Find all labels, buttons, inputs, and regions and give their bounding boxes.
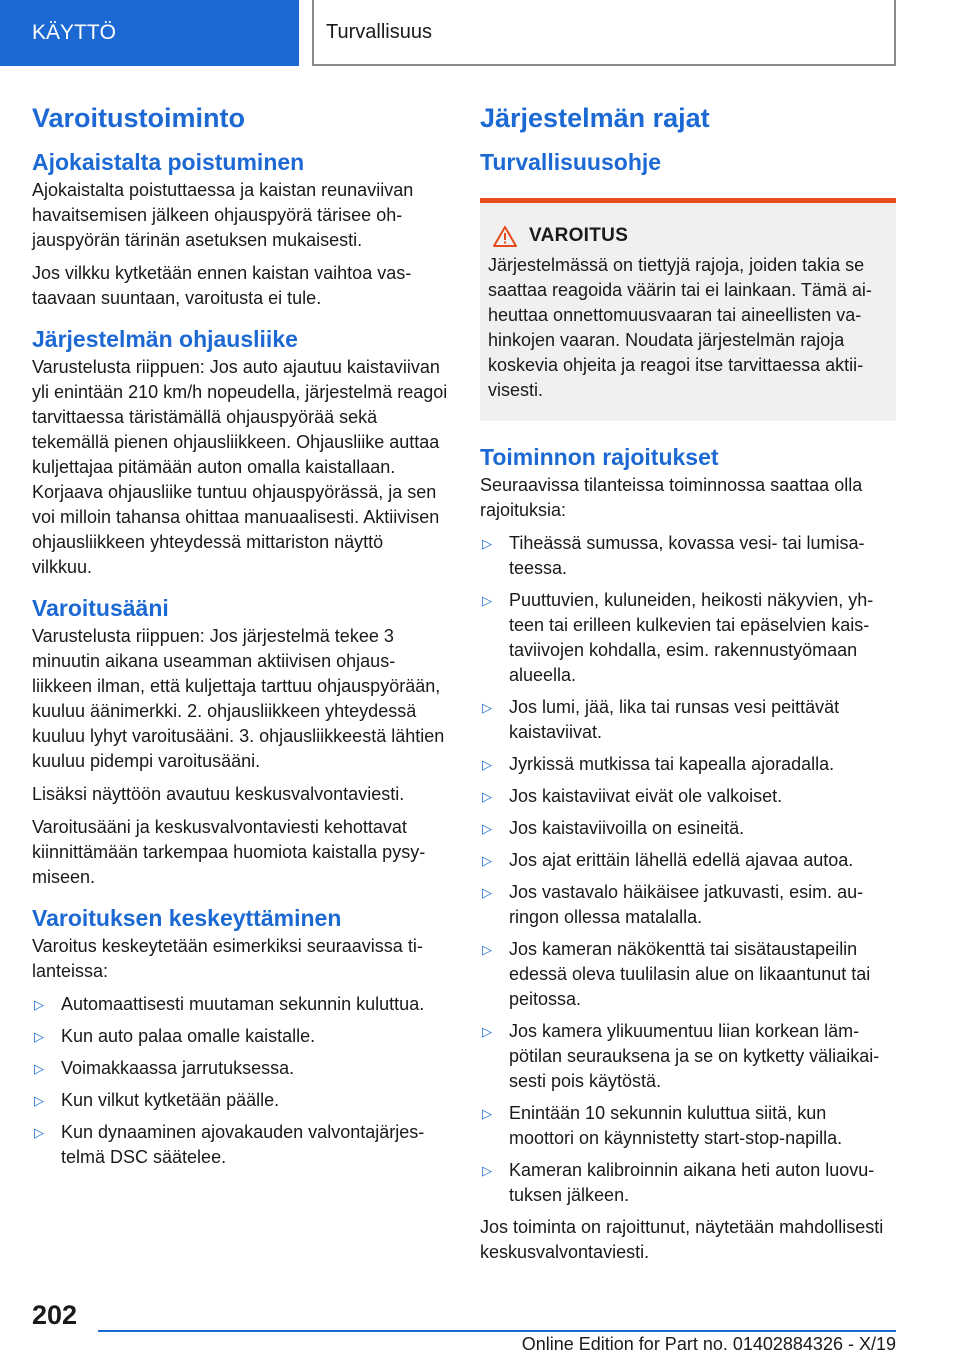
section-heading-warning-sound: Varoitusääni (32, 595, 169, 621)
list-item: ▷ Jos ajat erittäin lähellä edellä ajavaa autoa. (480, 848, 896, 873)
triangle-bullet-icon: ▷ (482, 1163, 492, 1178)
page-title-right: Järjestelmän rajat (480, 103, 710, 133)
edition-footer: Online Edition for Part no. 01402884326 - X/19 (521, 1334, 896, 1354)
list-item: ▷ Enintään 10 sekunnin kuluttua siitä, kun moottori on käynnistetty start-stop-napilla. (482, 1103, 843, 1148)
section-heading-steering: Järjestelmän ohjausliike (32, 326, 298, 352)
section-heading-limits: Toiminnon rajoitukset (480, 444, 719, 470)
section-heading-interruption: Varoituksen keskeyttäminen (32, 905, 342, 931)
paragraph: Varoitus keskeytetään esimerkiksi seuraavissa tilanteissa: (32, 936, 423, 981)
paragraph: Varoitusääni ja keskusvalvontaviesti kehottavat kiinnittämään tarkempaa huomiota kaistalla pysymiseen. (32, 817, 426, 887)
page-title: Varoitustoiminto (32, 103, 246, 133)
list-item: ▷ Voimakkaassa jarrutuksessa. (32, 1056, 448, 1081)
page-number: 202 (32, 1300, 78, 1330)
paragraph: Jos vilkku kytketään ennen kaistan vaihtoa vastaavaan suuntaan, varoitusta ei tule. (32, 263, 412, 308)
bullet-list (32, 992, 448, 1170)
paragraph: Lisäksi näyttöön avautuu keskusvalvontaviesti. (32, 784, 405, 804)
paragraph: Ajokaistalta poistuttaessa ja kaistan reunaviivan havaitsemisen jälkeen ohjauspyörä tärisee ohjauspyörän tärinän asetuksen mukaisesti. (32, 180, 414, 250)
triangle-bullet-icon: ▷ (482, 536, 492, 551)
triangle-bullet-icon: ▷ (482, 885, 492, 900)
list-item: ▷ Jos kamera ylikuumentuu liian korkean lämpötilan seurauksena ja se on kytketty väliaikaisesti pois käytöstä. (482, 1021, 880, 1091)
triangle-bullet-icon: ▷ (34, 1125, 44, 1140)
triangle-bullet-icon: ▷ (482, 1024, 492, 1039)
chapter-label: Turvallisuus (326, 20, 432, 43)
list-item: ▷ Kameran kalibroinnin aikana heti auton luovutuksen jälkeen. (482, 1160, 875, 1205)
warning-text: Järjestelmässä on tiettyjä rajoja, joiden takia se saattaa reagoida väärin tai ei lainkaan. Tämä aiheuttaa onnettomuusvaaran tai aineellisten vahinkojen vaaran. Noudata järjestelmän rajoja koskevia ohjeita ja reagoi itse tarvittaessa aktiivisesti. (488, 255, 872, 400)
section-tab (0, 0, 299, 66)
triangle-bullet-icon: ▷ (482, 942, 492, 957)
triangle-bullet-icon: ▷ (482, 821, 492, 836)
triangle-bullet-icon: ▷ (34, 1029, 44, 1044)
warning-box (480, 198, 896, 421)
list-item: ▷ Puuttuvien, kuluneiden, heikosti näkyvien, yhteen tai erilleen kulkevien tai epäselvien kaistaviivojen kohdalla, esim. rakennustyömaan alueella. (482, 590, 874, 685)
list-item: ▷ Automaattisesti muutaman sekunnin kuluttua. (32, 992, 448, 1017)
triangle-bullet-icon: ▷ (34, 997, 44, 1012)
section-heading-safety: Turvallisuusohje (480, 149, 662, 175)
triangle-bullet-icon: ▷ (482, 757, 492, 772)
section-label: KÄYTTÖ (32, 21, 117, 44)
triangle-bullet-icon: ▷ (482, 1106, 492, 1121)
list-item: ▷ Jos kameran näkökenttä tai sisätaustapeilin edessä oleva tuulilasin alue on likaantunut tai peitossa. (482, 939, 871, 1009)
list-item: ▷ Jos kaistaviivat eivät ole valkoiset. (480, 784, 896, 809)
paragraph: Varustelusta riippuen: Jos auto ajautuu kaistaviivan yli enintään 210 km/h nopeudella, järjestelmä reagoi tarvittaessa täristämällä ohjauspyörää sekä tekemällä pienen ohjausliikkeen. Ohjausliike auttaa kuljettajaa pitämään auton omalla kaistallaan. Korjaava ohjausliike tuntuu ohjauspyörässä, ja sen voi milloin tahansa ohittaa manuaalisesti. Aktiivisen ohjausliikkeen yhteydessä mittariston näyttö vilkkuu. (32, 357, 448, 577)
list-item: ▷ Jos lumi, jää, lika tai runsas vesi peittävät kaistaviivat. (482, 697, 840, 742)
triangle-bullet-icon: ▷ (482, 853, 492, 868)
warning-triangle-icon (493, 226, 517, 247)
triangle-bullet-icon: ▷ (482, 789, 492, 804)
list-item: ▷ Tiheässä sumussa, kovassa vesi- tai lumisateessa. (482, 533, 865, 578)
triangle-bullet-icon: ▷ (482, 593, 492, 608)
list-item: ▷ Jos vastavalo häikäisee jatkuvasti, esim. auringon ollessa matalalla. (482, 882, 864, 927)
paragraph: Varustelusta riippuen: Jos järjestelmä tekee 3 minuutin aikana useamman aktiivisen ohjausliikkeen ilman, että kuljettaja tarttuu ohjauspyörään, kuuluu äänimerkki. 2. ohjausliikkeen yhteydessä kuuluu lyhyt varoitusääni. 3. ohjausliikkeestä lähtien kuuluu pidempi varoitusääni. (32, 626, 445, 771)
bullet-list (480, 531, 896, 1208)
list-item: ▷ Kun auto palaa omalle kaistalle. (32, 1024, 448, 1049)
left-column (32, 100, 448, 1177)
paragraph: Seuraavissa tilanteissa toiminnossa saattaa olla rajoituksia: (480, 475, 863, 520)
triangle-bullet-icon: ▷ (34, 1061, 44, 1076)
list-item: ▷ Jos kaistaviivoilla on esineitä. (480, 816, 896, 841)
footer-rule (98, 1330, 896, 1332)
paragraph: Jos toiminta on rajoittunut, näytetään mahdollisesti keskusvalvontaviesti. (480, 1217, 884, 1262)
list-item: ▷ Kun vilkut kytketään päälle. (32, 1088, 448, 1113)
triangle-bullet-icon: ▷ (482, 700, 492, 715)
triangle-bullet-icon: ▷ (34, 1093, 44, 1108)
section-heading-lane-departure: Ajokaistalta poistuminen (32, 149, 305, 175)
warning-label: VAROITUS (529, 225, 629, 246)
right-column (480, 100, 896, 1273)
list-item: ▷ Jyrkissä mutkissa tai kapealla ajoradalla. (480, 752, 896, 777)
chapter-header (312, 0, 896, 66)
list-item: ▷ Kun dynaaminen ajovakauden valvontajärjestelmä DSC säätelee. (34, 1122, 425, 1167)
